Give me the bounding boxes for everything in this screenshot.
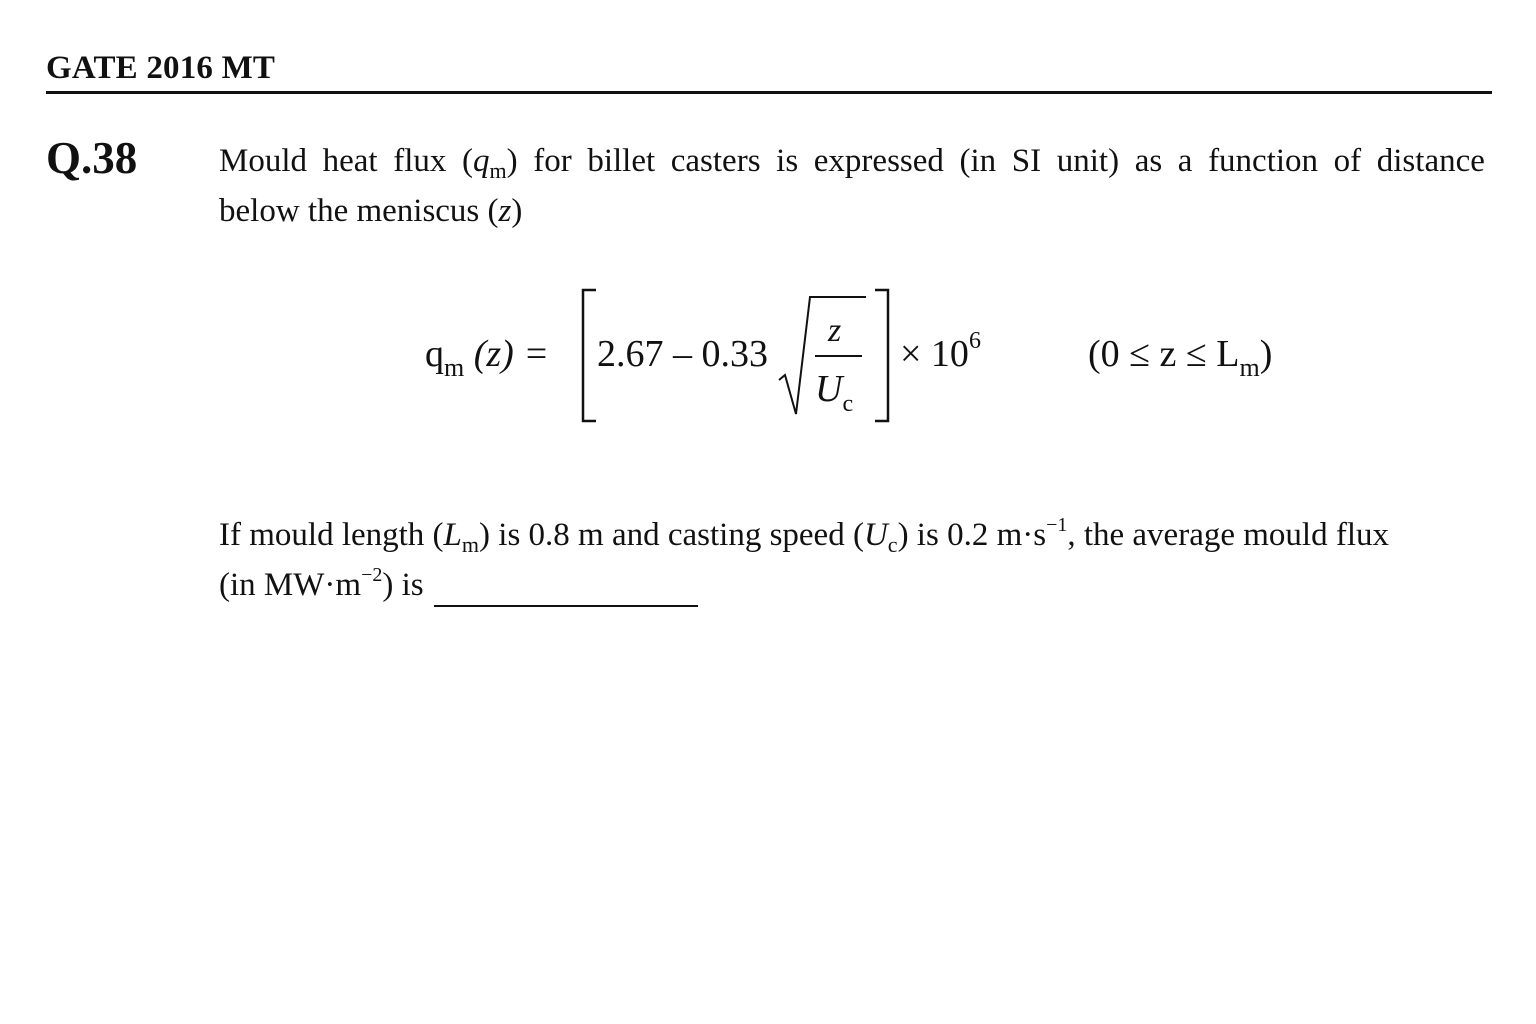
word: billet xyxy=(587,143,656,179)
word: SI xyxy=(1011,143,1042,179)
exam-header: GATE 2016 MT xyxy=(46,50,276,86)
word: flux xyxy=(393,143,447,179)
body-line-1: If mould length $(L_m)$ is 0.8 m and casting speed $(U_c)$ is 0.2 $m\cdot s^{-1}$, the average mould flux xyxy=(219,514,1389,557)
word: Mould xyxy=(219,143,308,179)
word: (in xyxy=(959,143,997,179)
fraction-denominator: $U_c$ xyxy=(815,368,854,417)
question-intro xyxy=(219,136,1485,236)
qm-symbol: $(q_m)$ xyxy=(461,143,518,183)
word: function xyxy=(1208,143,1319,179)
equation-range: $(0 \le z \le L_m)$ xyxy=(1088,333,1273,382)
word: for xyxy=(533,143,572,179)
intro-line-1 xyxy=(219,136,1485,186)
equation-multiplier: × $10^6$ xyxy=(900,328,981,375)
word: distance xyxy=(1376,143,1485,179)
fraction-numerator: z xyxy=(828,312,842,349)
question-number: Q.38 xyxy=(46,133,138,183)
right-bracket xyxy=(875,290,888,421)
left-bracket xyxy=(583,290,596,421)
word: expressed xyxy=(813,143,944,179)
square-root-sign xyxy=(779,297,866,417)
intro-line-2: below the meniscus (z) xyxy=(219,193,523,229)
word: is xyxy=(776,143,799,179)
word: as xyxy=(1134,143,1163,179)
question-body xyxy=(219,510,1485,610)
word: of xyxy=(1333,143,1362,179)
word: heat xyxy=(322,143,378,179)
equation-arg: (z) = xyxy=(473,333,549,375)
word: a xyxy=(1177,143,1193,179)
answer-blank[interactable] xyxy=(434,575,698,607)
body-line-2: (in $MW\cdot m^{-2}$) is xyxy=(219,560,1485,610)
equation-lhs: $q_m$ (z) = xyxy=(425,333,549,382)
word: casters xyxy=(670,143,761,179)
word: unit) xyxy=(1056,143,1120,179)
equation-constant: 2.67 – 0.33 xyxy=(597,333,768,375)
header-rule xyxy=(46,91,1492,94)
